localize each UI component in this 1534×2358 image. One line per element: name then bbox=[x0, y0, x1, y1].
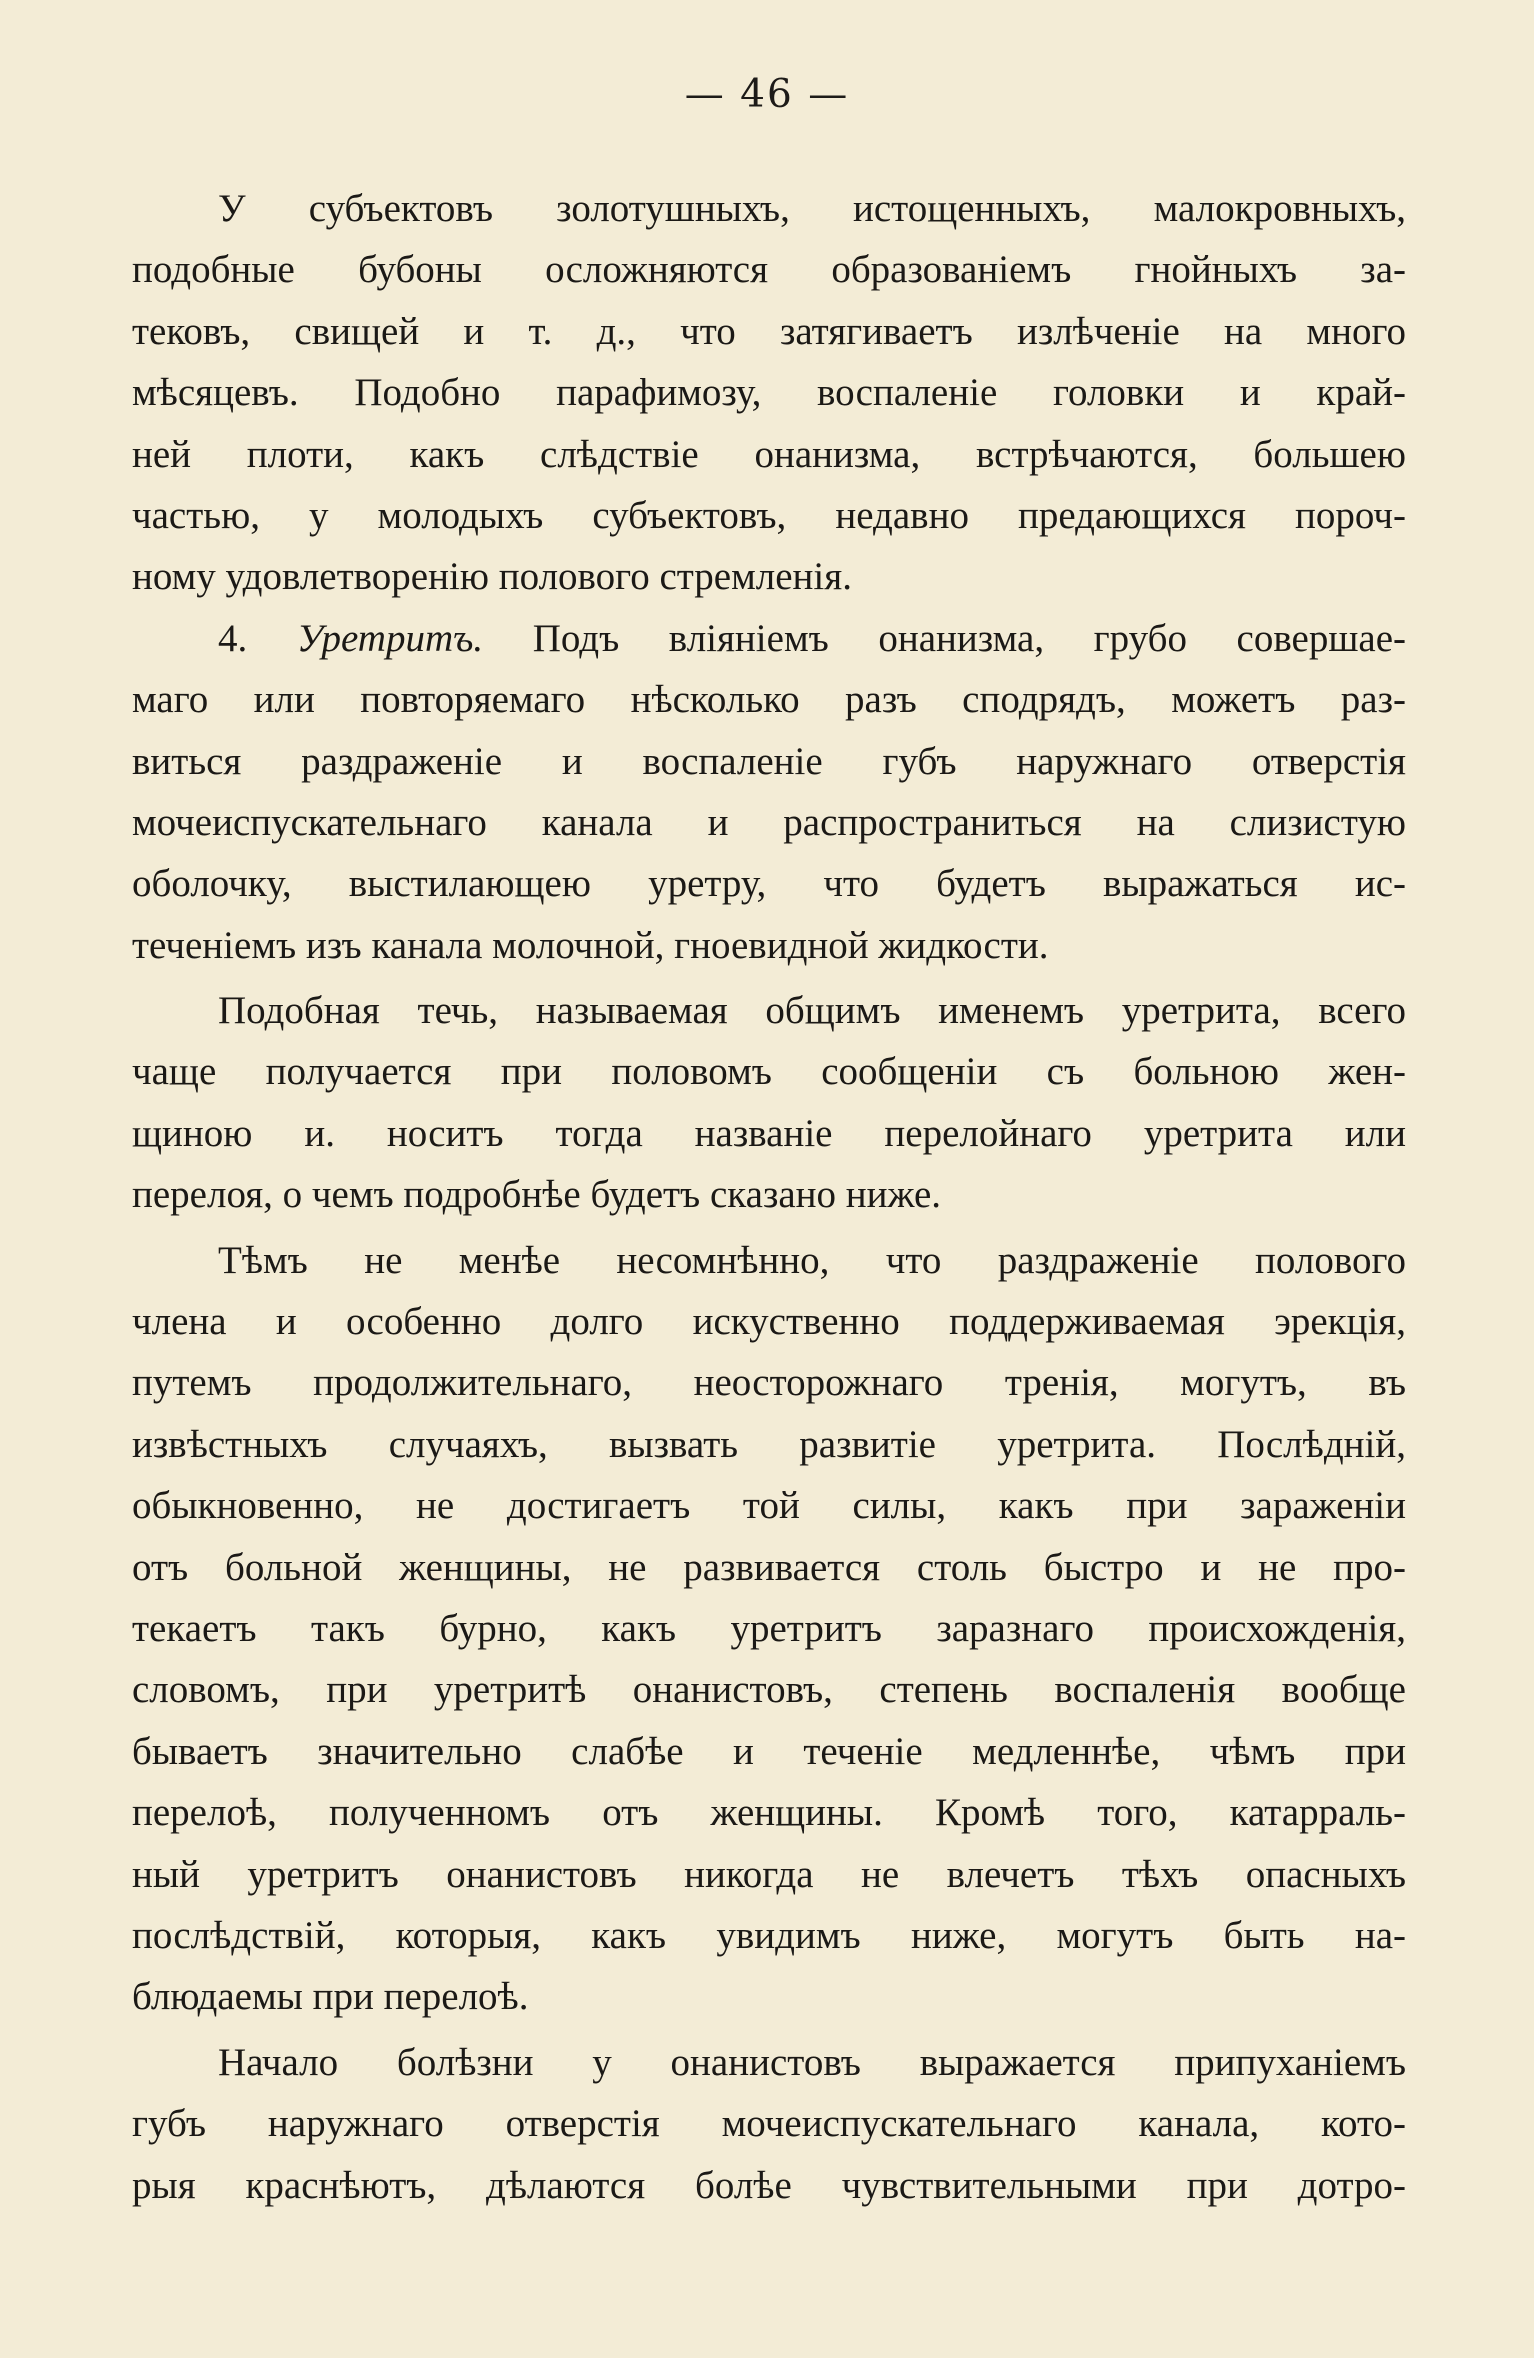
paragraph-2 bbox=[132, 608, 1406, 976]
text-line: щиною и. носитъ тогда названіе перелойнаго уретрита или bbox=[132, 1111, 1406, 1155]
text-line: перелоя, о чемъ подробнѣе будетъ сказано ниже. bbox=[132, 1173, 942, 1217]
text-line: словомъ, при уретритѣ онанистовъ, степень воспаленія вообще bbox=[132, 1668, 1406, 1712]
paragraph-3 bbox=[132, 980, 1406, 1226]
text-line: текаетъ такъ бурно, какъ уретритъ заразнаго происхожденія, bbox=[132, 1606, 1406, 1650]
text-line: ный уретритъ онанистовъ никогда не влечетъ тѣхъ опасныхъ bbox=[132, 1852, 1406, 1896]
text-line: ному удовлетворенію полового стремленія. bbox=[132, 555, 852, 599]
page-text bbox=[132, 178, 1406, 2216]
section-number: 4. bbox=[218, 616, 248, 660]
paragraph-5 bbox=[132, 2032, 1406, 2216]
text-line: бываетъ значительно слабѣе и теченіе медленнѣе, чѣмъ при bbox=[132, 1729, 1406, 1773]
text-line: блюдаемы при перелоѣ. bbox=[132, 1975, 529, 2019]
text-line: чаще получается при половомъ сообщеніи съ больною жен- bbox=[132, 1050, 1406, 1094]
paragraph-4 bbox=[132, 1230, 1406, 2028]
text-line: Подобная течь, называемая общимъ именемъ уретрита, всего bbox=[218, 989, 1406, 1033]
text-line: Начало болѣзни у онанистовъ выражается припуханіемъ bbox=[218, 2040, 1406, 2084]
text-line: тековъ, свищей и т. д., что затягиваетъ излѣченіе на много bbox=[132, 309, 1406, 353]
text-line: виться раздраженіе и воспаленіе губъ наружнаго отверстія bbox=[132, 739, 1406, 783]
text-line: путемъ продолжительнаго, неосторожнаго тренія, могутъ, въ bbox=[132, 1361, 1406, 1405]
text-line: Тѣмъ не менѣе несомнѣнно, что раздраженіе полового bbox=[218, 1238, 1406, 1282]
text-line: мочеиспускательнаго канала и распространиться на слизистую bbox=[132, 800, 1406, 844]
text-line: У субъектовъ золотушныхъ, истощенныхъ, малокровныхъ, bbox=[218, 187, 1406, 230]
section-heading-line bbox=[132, 608, 1406, 669]
text-line-rest: Подъ вліяніемъ онанизма, грубо совершае- bbox=[532, 616, 1406, 660]
text-line: подобные бубоны осложняются образованіемъ гнойныхъ за- bbox=[132, 248, 1406, 292]
text-line: губъ наружнаго отверстія мочеиспускательнаго канала, кото- bbox=[132, 2102, 1406, 2146]
text-line: маго или повторяемаго нѣсколько разъ сподрядъ, можетъ раз- bbox=[132, 678, 1406, 722]
text-line: оболочку, выстилающею уретру, что будетъ выражаться ис- bbox=[132, 862, 1406, 906]
text-line: члена и особенно долго искуственно поддерживаемая эрекція, bbox=[132, 1300, 1406, 1344]
text-line: рыя краснѣютъ, дѣлаются болѣе чувствительными при дотро- bbox=[132, 2163, 1406, 2207]
page-number: — 46 — bbox=[684, 72, 850, 117]
text-line: извѣстныхъ случаяхъ, вызвать развитіе уретрита. Послѣдній, bbox=[132, 1422, 1406, 1466]
text-line: ней плоти, какъ слѣдствіе онанизма, встрѣчаются, большею bbox=[132, 432, 1406, 476]
text-line: послѣдствій, которыя, какъ увидимъ ниже, могутъ быть на- bbox=[132, 1913, 1406, 1957]
text-line: обыкновенно, не достигаетъ той силы, какъ при зараженіи bbox=[132, 1484, 1406, 1528]
paragraph-1 bbox=[132, 178, 1406, 608]
text-line: перелоѣ, полученномъ отъ женщины. Кромѣ того, катарраль- bbox=[132, 1791, 1406, 1835]
text-line: отъ больной женщины, не развивается столь быстро и не про- bbox=[132, 1545, 1406, 1589]
text-line: теченіемъ изъ канала молочной, гноевидной жидкости. bbox=[132, 923, 1049, 967]
text-line: мѣсяцевъ. Подобно парафимозу, воспаленіе головки и край- bbox=[132, 371, 1406, 415]
text-line: частью, у молодыхъ субъектовъ, недавно предающихся пороч- bbox=[132, 493, 1406, 537]
section-title: Уретритъ. bbox=[296, 616, 484, 660]
